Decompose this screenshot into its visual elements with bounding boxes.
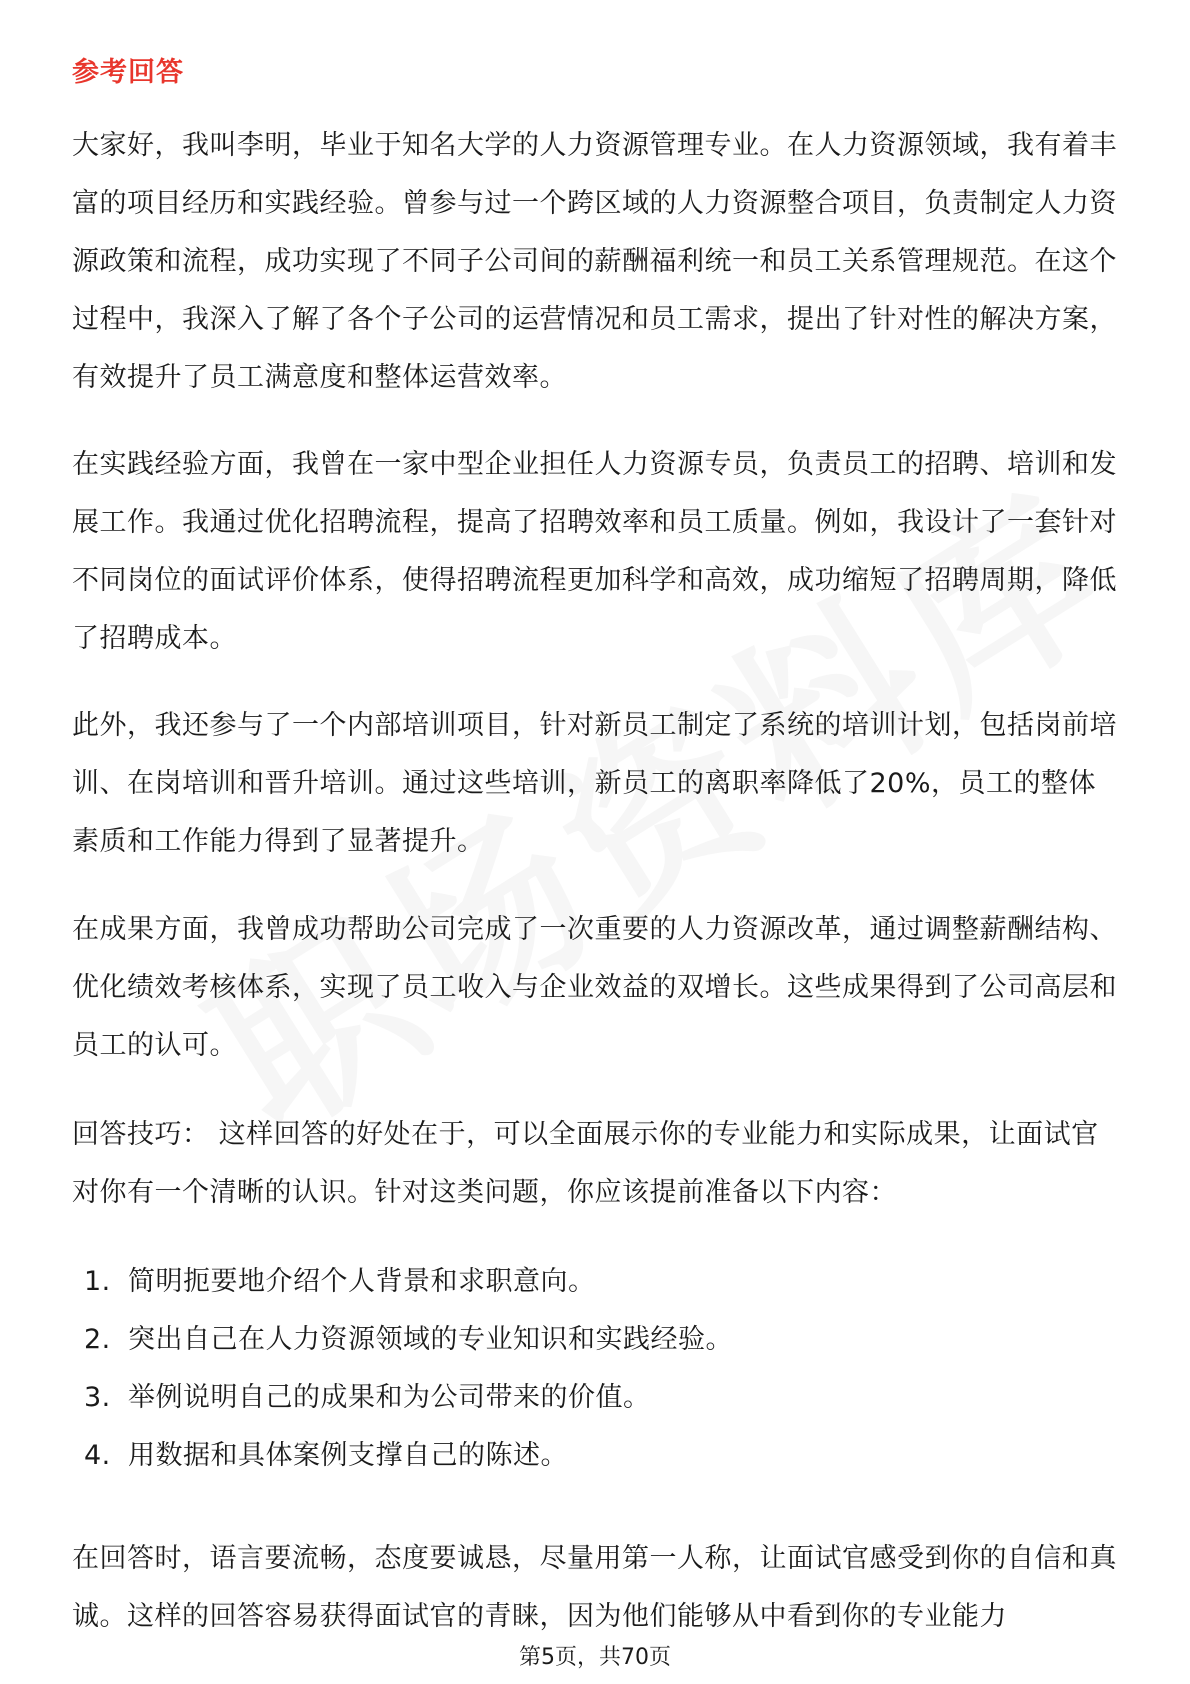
page-footer: 第5页，共70页 [519,1645,671,1670]
paragraph-training: 此外，我还参与了一个内部培训项目，针对新员工制定了系统的培训计划，包括岗前培训、在岗培训和晋升培训。通过这些培训，新员工的离职率降低了20%，员工的整体素质和工作能力得到了显著提升。 [72,710,1117,857]
tips-list [84,1253,1114,1485]
list-item-number: 2. [84,1324,111,1355]
section-title: 参考回答 [72,57,184,88]
list-item-text: 用数据和具体案例支撑自己的陈述。 [128,1440,568,1471]
paragraph-tips: 回答技巧： 这样回答的好处在于，可以全面展示你的专业能力和实际成果，让面试官对你有一个清晰的认识。针对这类问题，你应该提前准备以下内容： [72,1119,1099,1208]
list-item-number: 3. [84,1382,111,1413]
paragraph-closing: 在回答时，语言要流畅，态度要诚恳，尽量用第一人称，让面试官感受到你的自信和真诚。这样的回答容易获得面试官的青睐，因为他们能够从中看到你的专业能力 [72,1543,1117,1632]
list-item [84,1253,1114,1311]
list-item-text: 举例说明自己的成果和为公司带来的价值。 [128,1382,651,1413]
list-item [84,1369,1114,1427]
list-item-text: 简明扼要地介绍个人背景和求职意向。 [128,1266,596,1297]
list-item [84,1427,1114,1485]
paragraph-experience: 在实践经验方面，我曾在一家中型企业担任人力资源专员，负责员工的招聘、培训和发展工作。我通过优化招聘流程，提高了招聘效率和员工质量。例如，我设计了一套针对不同岗位的面试评价体系，使得招聘流程更加科学和高效，成功缩短了招聘周期，降低了招聘成本。 [72,449,1117,654]
list-item-number: 1. [84,1266,111,1297]
paragraph-achievements: 在成果方面，我曾成功帮助公司完成了一次重要的人力资源改革，通过调整薪酬结构、优化绩效考核体系，实现了员工收入与企业效益的双增长。这些成果得到了公司高层和员工的认可。 [72,914,1117,1061]
paragraph-intro: 大家好，我叫李明，毕业于知名大学的人力资源管理专业。在人力资源领域，我有着丰富的项目经历和实践经验。曾参与过一个跨区域的人力资源整合项目，负责制定人力资源政策和流程，成功实现了不同子公司间的薪酬福利统一和员工关系管理规范。在这个过程中，我深入了解了各个子公司的运营情况和员工需求，提出了针对性的解决方案，有效提升了员工满意度和整体运营效率。 [72,130,1117,393]
list-item-text: 突出自己在人力资源领域的专业知识和实践经验。 [128,1324,733,1355]
list-item [84,1311,1114,1369]
list-item-number: 4. [84,1440,111,1471]
